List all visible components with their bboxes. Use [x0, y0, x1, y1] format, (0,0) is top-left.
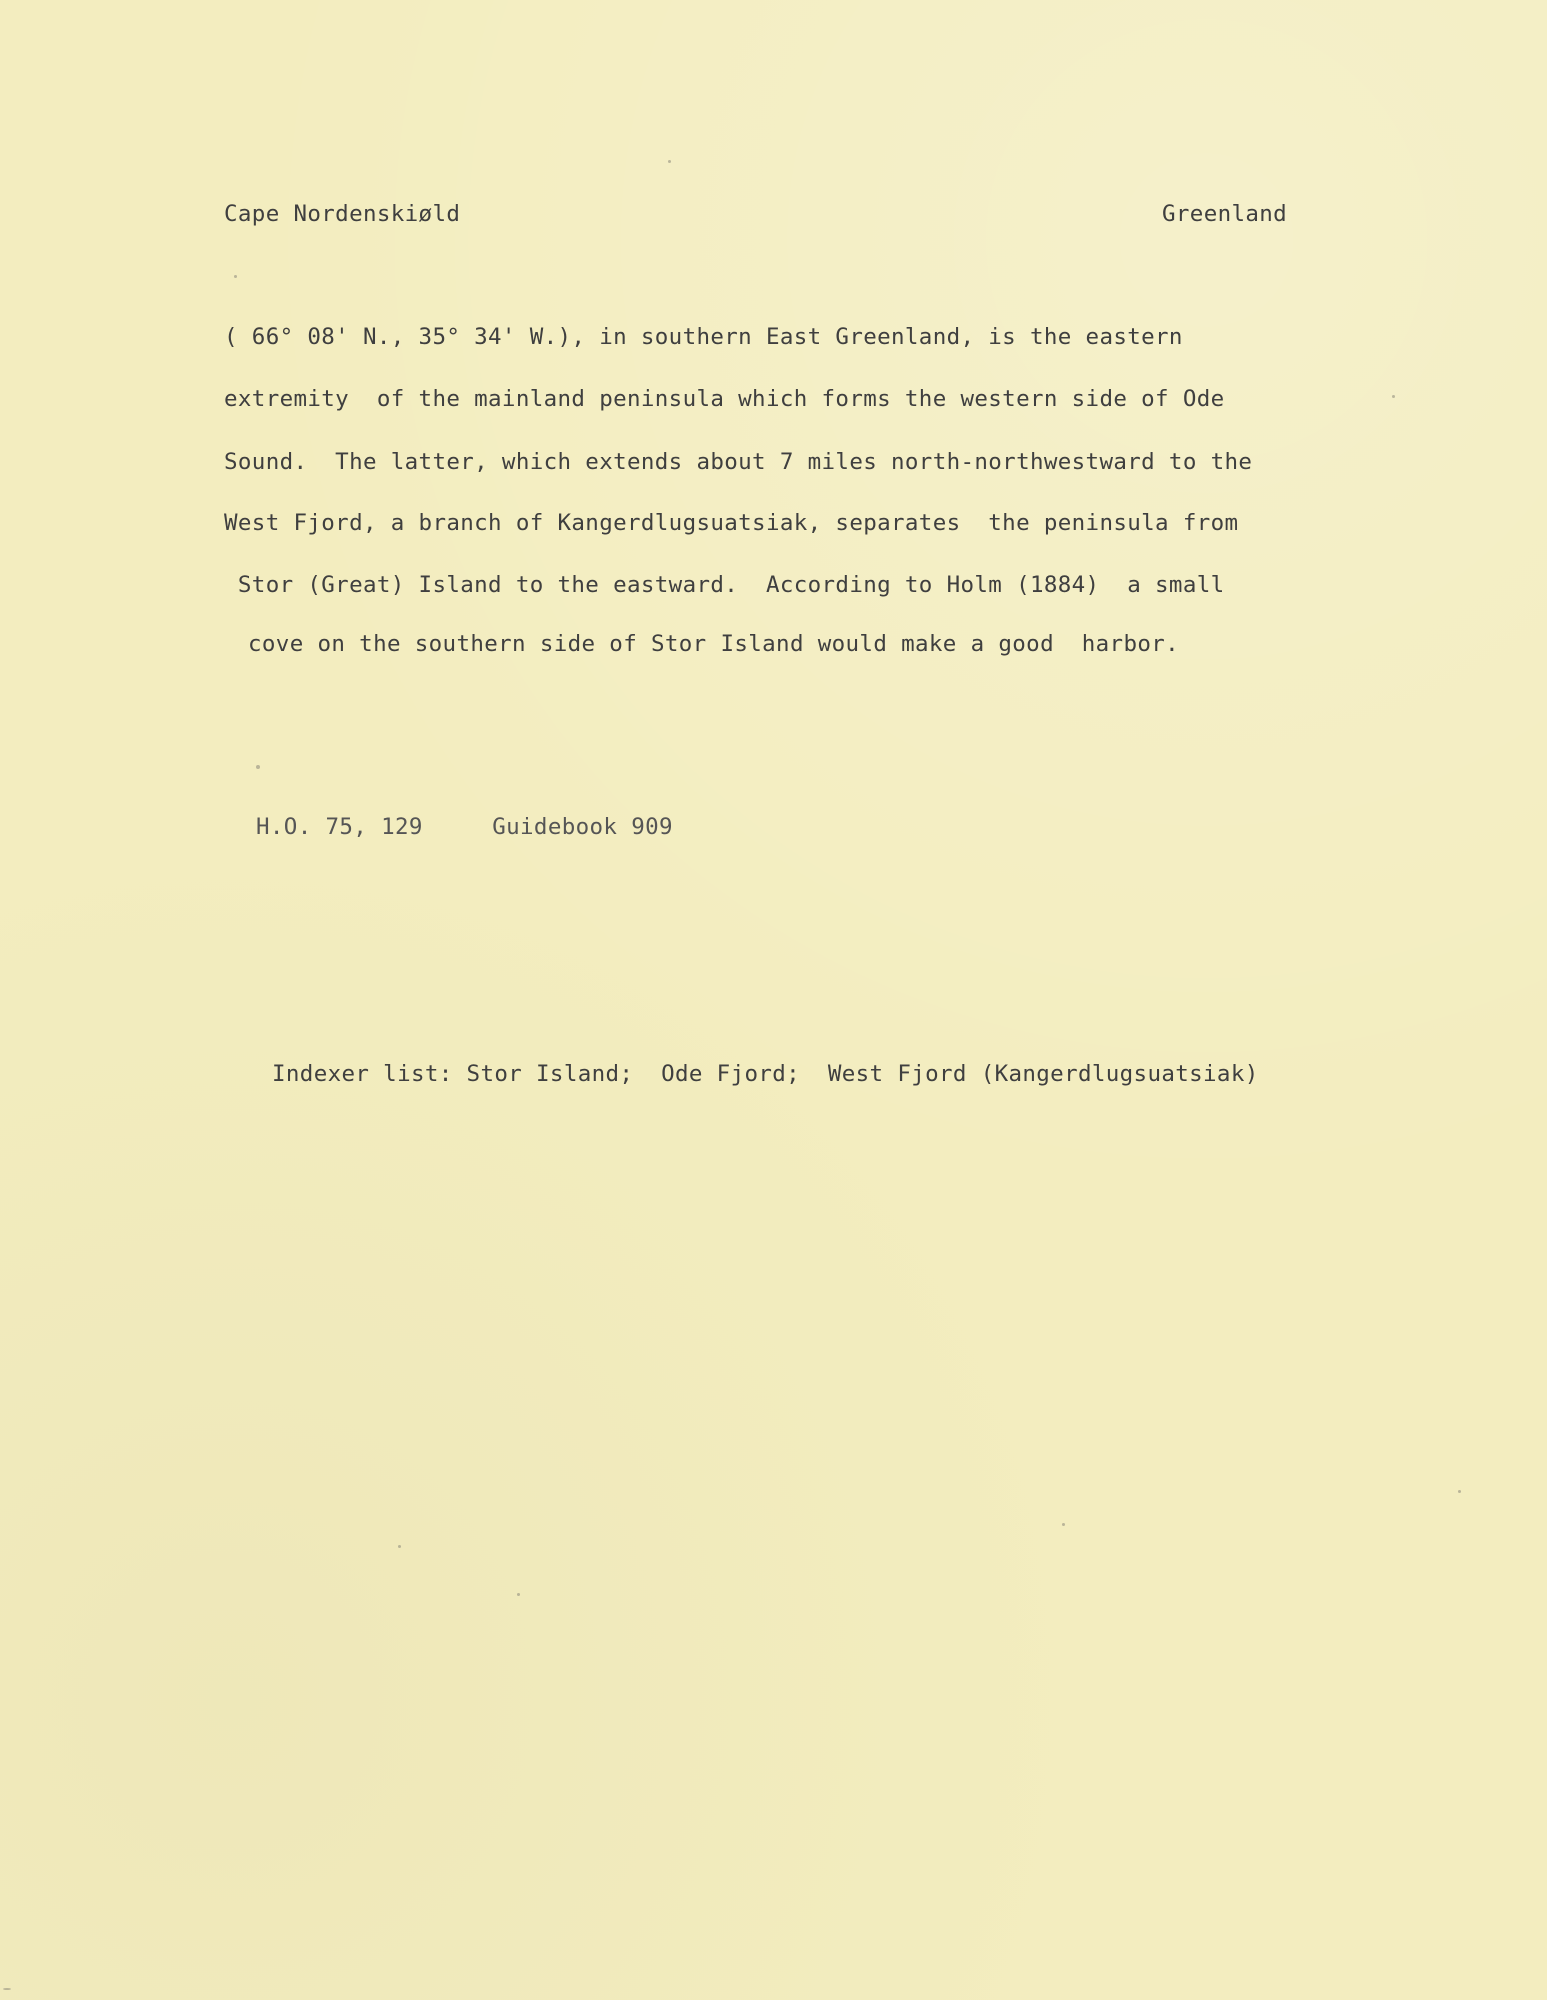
- body-line: extremity of the mainland peninsula which forms the western side of Ode: [224, 386, 1225, 412]
- body-line: Stor (Great) Island to the eastward. According to Holm (1884) a small: [224, 572, 1225, 598]
- paper-speck: [398, 1545, 401, 1548]
- paper-speck: [1062, 1523, 1065, 1526]
- paper-speck: [668, 160, 671, 163]
- paper-speck: [1392, 395, 1395, 398]
- paper-speck: [3, 1988, 11, 1990]
- body-line: West Fjord, a branch of Kangerdlugsuatsiak, separates the peninsula from: [224, 510, 1239, 536]
- paper-speck: [517, 1593, 520, 1596]
- paper-speck: [1458, 1490, 1461, 1493]
- body-line: ( 66° 08' N., 35° 34' W.), in southern East Greenland, is the eastern: [224, 324, 1183, 350]
- region-heading: Greenland: [1162, 201, 1288, 227]
- paper-speck: [256, 765, 260, 769]
- paper-speck: [234, 275, 237, 278]
- indexer-list: Indexer list: Stor Island; Ode Fjord; West Fjord (Kangerdlugsuatsiak): [272, 1061, 1259, 1087]
- place-heading: Cape Nordenskiøld: [224, 201, 461, 227]
- body-line: cove on the southern side of Stor Island would make a good harbor.: [248, 631, 1180, 657]
- body-line: Sound. The latter, which extends about 7 miles north-northwestward to the: [224, 449, 1253, 475]
- reference-line: H.O. 75, 129 Guidebook 909: [256, 814, 673, 840]
